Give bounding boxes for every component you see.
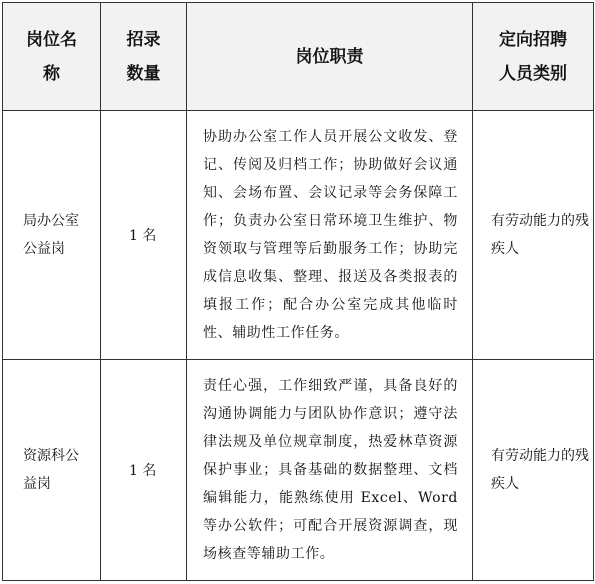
cell-target-category: 有劳动能力的残疾人	[473, 360, 594, 581]
cell-position-name	[3, 360, 101, 581]
table-row	[3, 360, 594, 581]
cell-target-category: 有劳动能力的残疾人	[473, 111, 594, 360]
table-header-row	[3, 3, 594, 111]
recruitment-table	[2, 2, 594, 581]
header-duties-label: 岗位职责	[295, 46, 364, 67]
cell-duties: 协助办公室工作人员开展公文收发、登记、传阅及归档工作；协助做好会议通知、会场布置、会议记录等会务保障工作；负责办公室日常环境卫生维护、物资领取与管理等后勤服务工作；协助完成信息收集、整理、报送及各类报表的填报工作；配合办公室完成其他临时性、辅助性工作任务。	[187, 111, 473, 360]
table-row	[3, 111, 594, 360]
header-recruit-count	[101, 3, 187, 111]
header-recruit-count-label: 招录数量	[126, 29, 161, 84]
position-name-text: 资源科公益岗	[23, 448, 79, 492]
header-duties	[187, 3, 473, 111]
position-name-text: 局办公室公益岗	[23, 213, 79, 257]
header-position-name	[3, 3, 101, 111]
header-target-category	[473, 3, 594, 111]
cell-recruit-count: 1 名	[101, 111, 187, 360]
cell-position-name	[3, 111, 101, 360]
header-target-category-label: 定向招聘人员类别	[499, 29, 567, 84]
recruitment-table-container	[2, 2, 593, 582]
cell-duties: 责任心强，工作细致严谨，具备良好的沟通协调能力与团队协作意识；遵守法律法规及单位规章制度，热爱林草资源保护事业；具备基础的数据整理、文档编辑能力，能熟练使用 Excel、Word 等办公软件；可配合开展资源调查，现场核查等辅助工作。	[187, 360, 473, 581]
header-position-name-label: 岗位名称	[26, 29, 77, 84]
cell-recruit-count: 1 名	[101, 360, 187, 581]
